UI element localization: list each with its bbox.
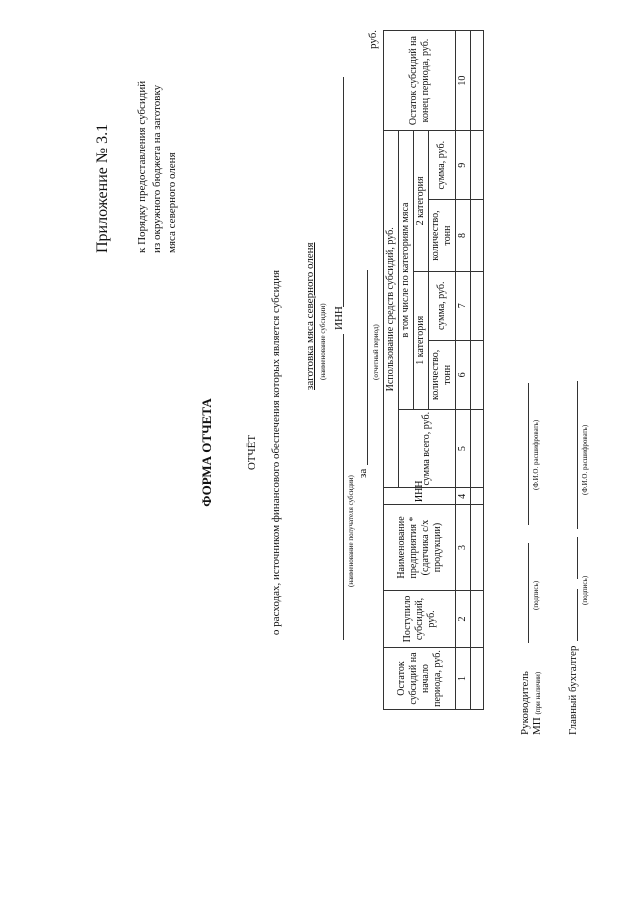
head-label: Руководитель xyxy=(519,671,531,735)
header-sum-total: сумма всего, руб. xyxy=(399,409,456,488)
header-by-category: в том числе по категориям мяса xyxy=(399,131,414,410)
header-balance-start: Остаток субсидий на начало периода, руб. xyxy=(384,648,456,710)
stamp-text: МП xyxy=(531,717,543,735)
header-qty-cat1: количество, тонн xyxy=(429,340,456,409)
stamp-label xyxy=(532,672,543,735)
header-category-2: 2 категория xyxy=(414,131,429,272)
header-sum-cat2: сумма, руб. xyxy=(429,131,456,200)
subsidy-name: заготовка мяса северного оленя xyxy=(304,242,316,390)
table-cell[interactable] xyxy=(471,131,484,200)
period-line xyxy=(367,270,368,465)
subsidy-name-hint: (наименование субсидии) xyxy=(319,303,327,380)
table-cell[interactable] xyxy=(471,488,484,505)
table-cell[interactable] xyxy=(471,409,484,488)
recipient-hint: (наименование получателя субсидии) xyxy=(347,475,355,587)
accountant-signature-line xyxy=(577,537,578,579)
header-category-1: 1 категория xyxy=(414,271,429,409)
header-sum-cat1: сумма, руб. xyxy=(429,271,456,340)
appendix-ref-line1: к Порядку предоставления субсидий xyxy=(136,80,148,253)
head-signature-hint: (подпись) xyxy=(532,580,540,610)
column-number: 6 xyxy=(456,340,471,409)
column-number: 9 xyxy=(456,131,471,200)
accountant-fio-hint: (Ф.И.О. расшифровать) xyxy=(581,424,589,495)
accountant-label: Главный бухгалтер xyxy=(567,645,579,735)
head-fio-hint: (Ф.И.О. расшифровать) xyxy=(532,419,540,490)
table-cell[interactable] xyxy=(471,271,484,340)
form-title: ФОРМА ОТЧЕТА xyxy=(199,398,214,507)
appendix-number: Приложение № 3.1 xyxy=(94,123,111,253)
recipient-line xyxy=(343,334,344,640)
column-number: 3 xyxy=(456,505,471,591)
column-number: 8 xyxy=(456,200,471,271)
header-qty-cat2: количество, тонн xyxy=(429,200,456,271)
period-za: за xyxy=(357,468,369,478)
report-title: ОТЧЁТ xyxy=(246,434,258,471)
appendix-ref-line2: из окружного бюджета на заготовку xyxy=(151,84,163,253)
inn-label: ИНН xyxy=(333,306,345,330)
report-subtitle: о расходах, источником финансового обеспечения которых является субсидия xyxy=(270,269,282,636)
column-number: 5 xyxy=(456,409,471,488)
period-hint: (отчетный период) xyxy=(372,324,380,380)
currency-note: руб. xyxy=(367,29,379,49)
column-number: 1 xyxy=(456,648,471,710)
column-number: 7 xyxy=(456,271,471,340)
accountant-fio-line xyxy=(577,381,578,529)
header-enterprise: Наименование предприятия * (сдатчика с/х продукции) xyxy=(384,505,456,591)
column-numbers-row xyxy=(456,31,471,710)
inn-line xyxy=(343,77,344,307)
header-usage: Использование средств субсидий, руб. xyxy=(384,131,399,488)
table-cell[interactable] xyxy=(471,340,484,409)
column-number: 2 xyxy=(456,590,471,647)
column-number: 4 xyxy=(456,488,471,505)
column-number: 10 xyxy=(456,31,471,131)
appendix-ref-line3: мяса северного оленя xyxy=(166,152,178,253)
head-fio-line xyxy=(528,383,529,525)
header-inn: ИНН xyxy=(384,488,456,505)
table-cell[interactable] xyxy=(471,648,484,710)
header-balance-end: Остаток субсидий на конец периода, руб. xyxy=(384,31,456,131)
header-received: Поступило субсидий, руб. xyxy=(384,590,456,647)
table-cell[interactable] xyxy=(471,200,484,271)
table-cell[interactable] xyxy=(471,31,484,131)
accountant-label-line xyxy=(577,589,578,641)
accountant-signature-hint: (подпись) xyxy=(581,575,589,605)
table-row xyxy=(471,31,484,710)
appendix-reference xyxy=(135,81,180,253)
stamp-hint: (при наличии) xyxy=(534,671,542,715)
table-cell[interactable] xyxy=(471,505,484,591)
head-signature-line xyxy=(528,543,529,643)
report-table xyxy=(383,30,484,710)
table-cell[interactable] xyxy=(471,590,484,647)
